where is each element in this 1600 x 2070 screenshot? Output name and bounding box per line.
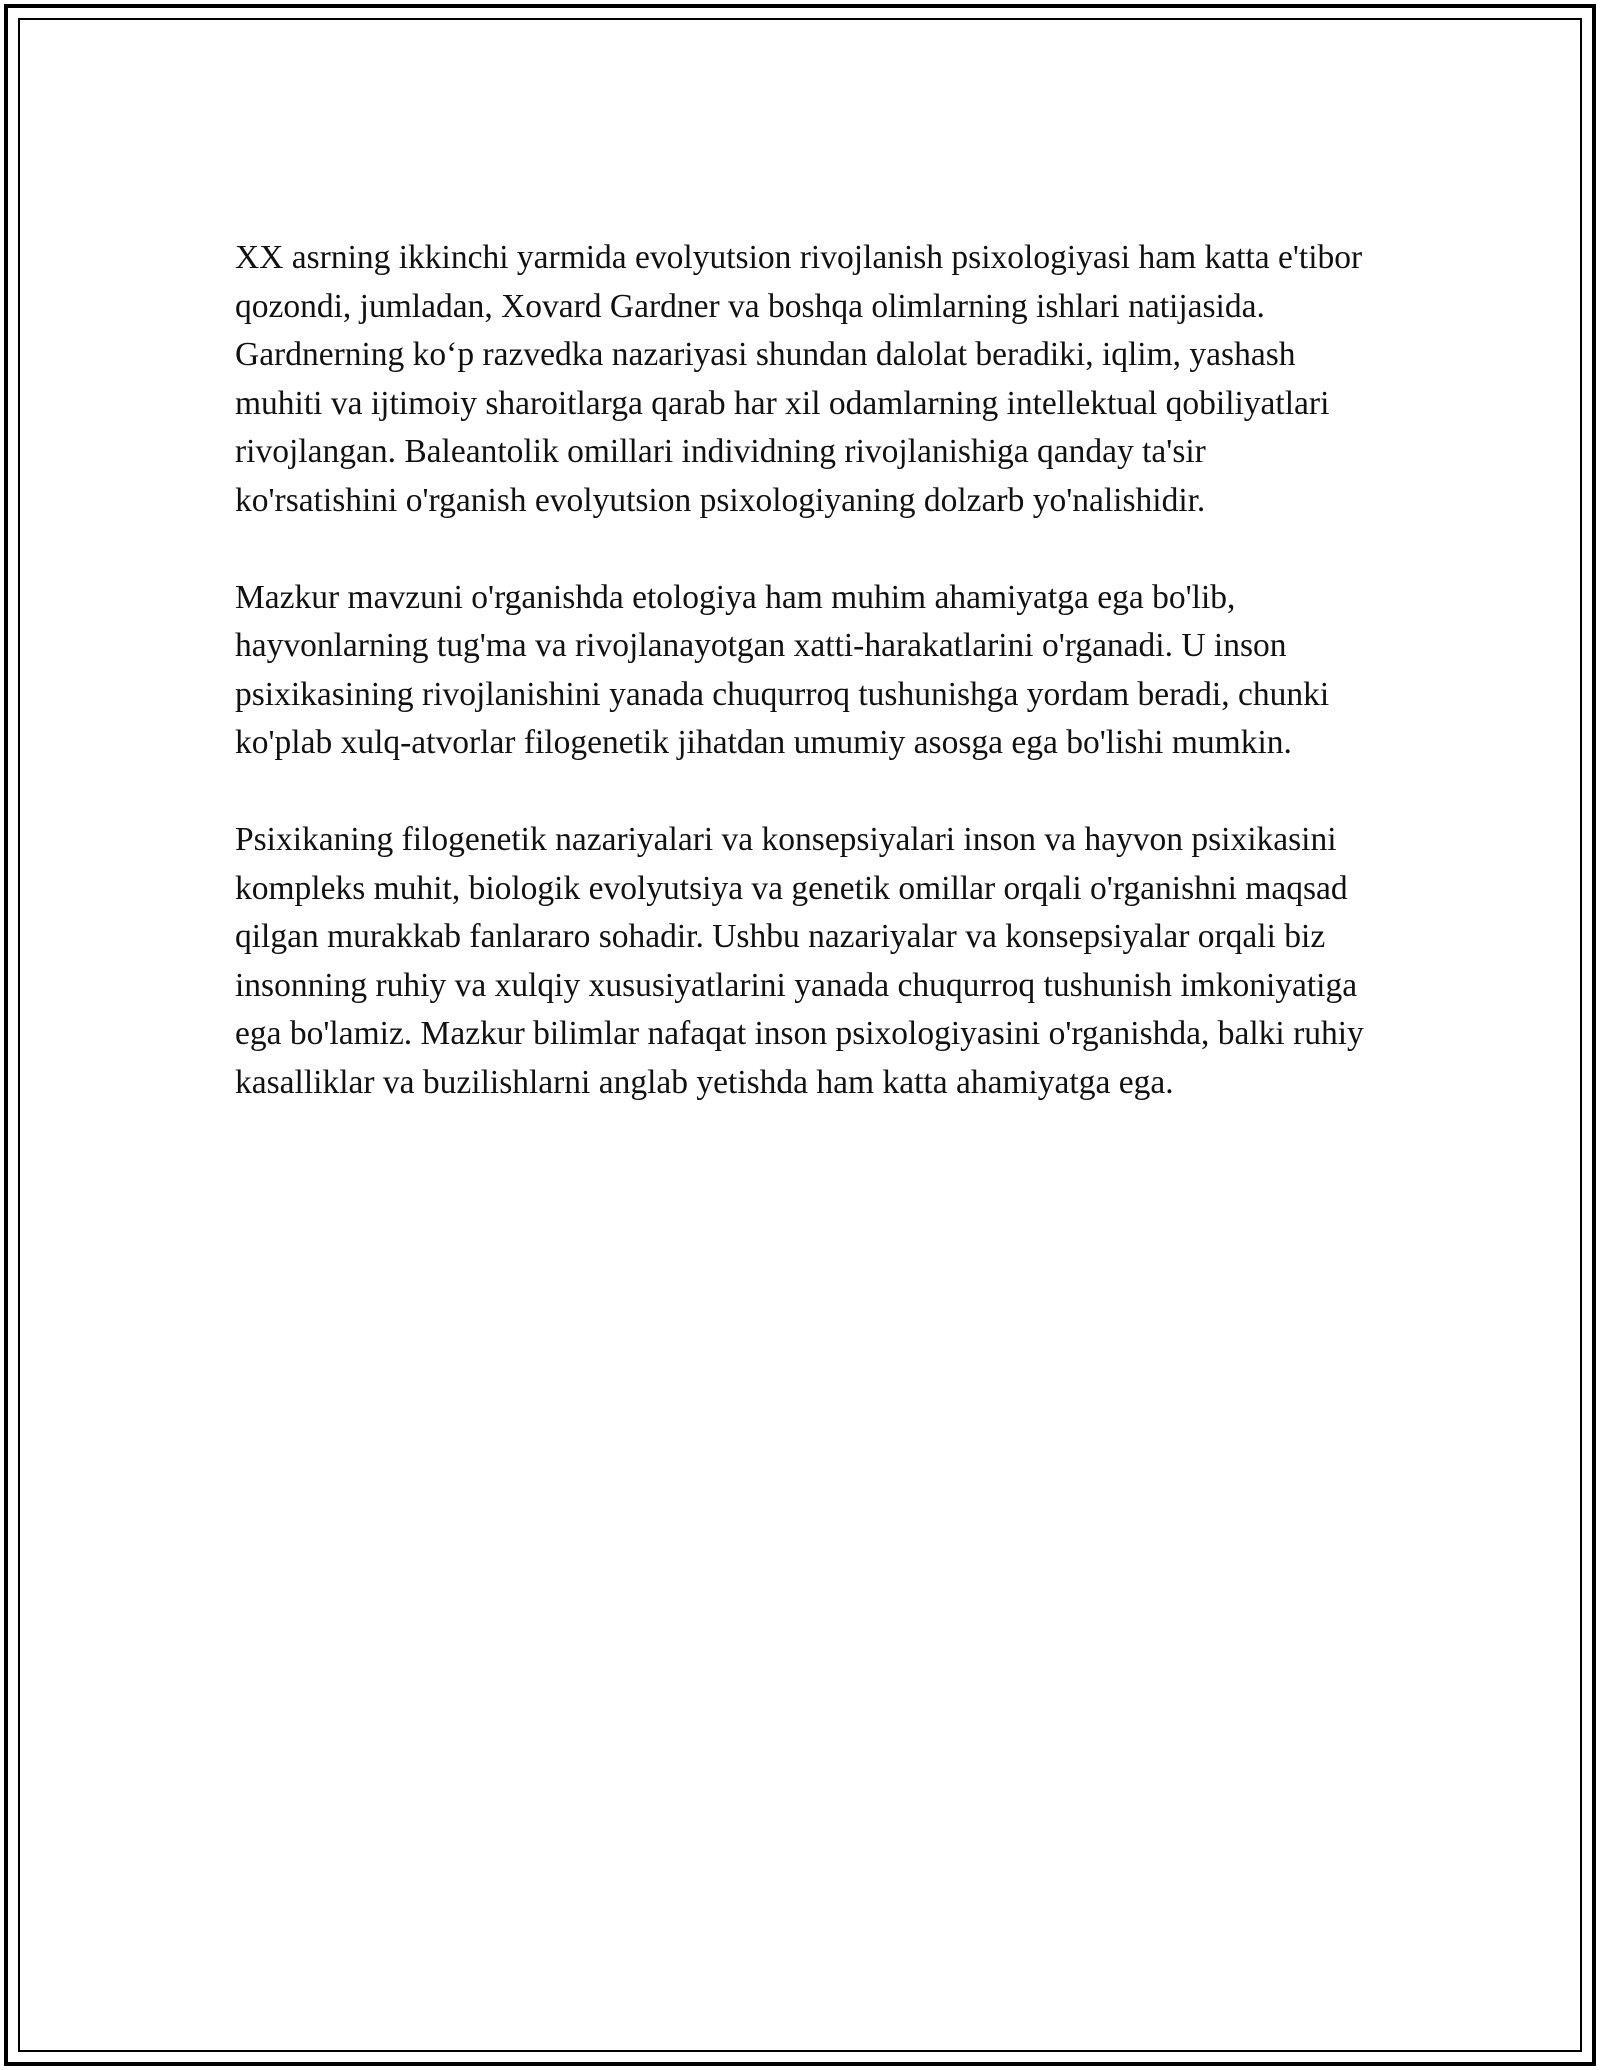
paragraph-1: XX asrning ikkinchi yarmida evolyutsion rivojlanish psixologiyasi ham katta e'tibor qozondi, jumladan, Xovard Gardner va boshqa olimlarning ishlari natijasida. Gardnerning ko‘p razvedka nazariyasi shundan dalolat beradiki, iqlim, yashash muhiti va ijtimoiy sharoitlarga qarab har xil odamlarning intellektual qobiliyatlari rivojlangan. Baleantolik omillari individning rivojlanishiga qanday ta'sir ko'rsatishini o'rganish evolyutsion psixologiyaning dolzarb yo'nalishidir. (235, 239, 1363, 519)
paragraph-2: Mazkur mavzuni o'rganishda etologiya ham muhim ahamiyatga ega bo'lib, hayvonlarning tug'ma va rivojlanayotgan xatti-harakatlarini o'rganadi. U inson psixikasining rivojlanishini yanada chuqurroq tushunishga yordam beradi, chunki ko'plab xulq-atvorlar filogenetik jihatdan umumiy asosga ega bo'lishi mumkin. (235, 578, 1330, 761)
document-body (235, 234, 1370, 1156)
paragraph-3: Psixikaning filogenetik nazariyalari va konsepsiyalari inson va hayvon psixikasini kompleks muhit, biologik evolyutsiya va genetik omillar orqali o'rganishni maqsad qilgan murakkab fanlararo sohadir. Ushbu nazariyalar va konsepsiyalar orqali biz insonning ruhiy va xulqiy xususiyatlarini yanada chuqurroq tushunish imkoniyatiga ega bo'lamiz. Mazkur bilimlar nafaqat inson psixologiyasini o'rganishda, balki ruhiy kasalliklar va buzilishlarni anglab yetishda ham katta ahamiyatga ega. (235, 821, 1364, 1101)
